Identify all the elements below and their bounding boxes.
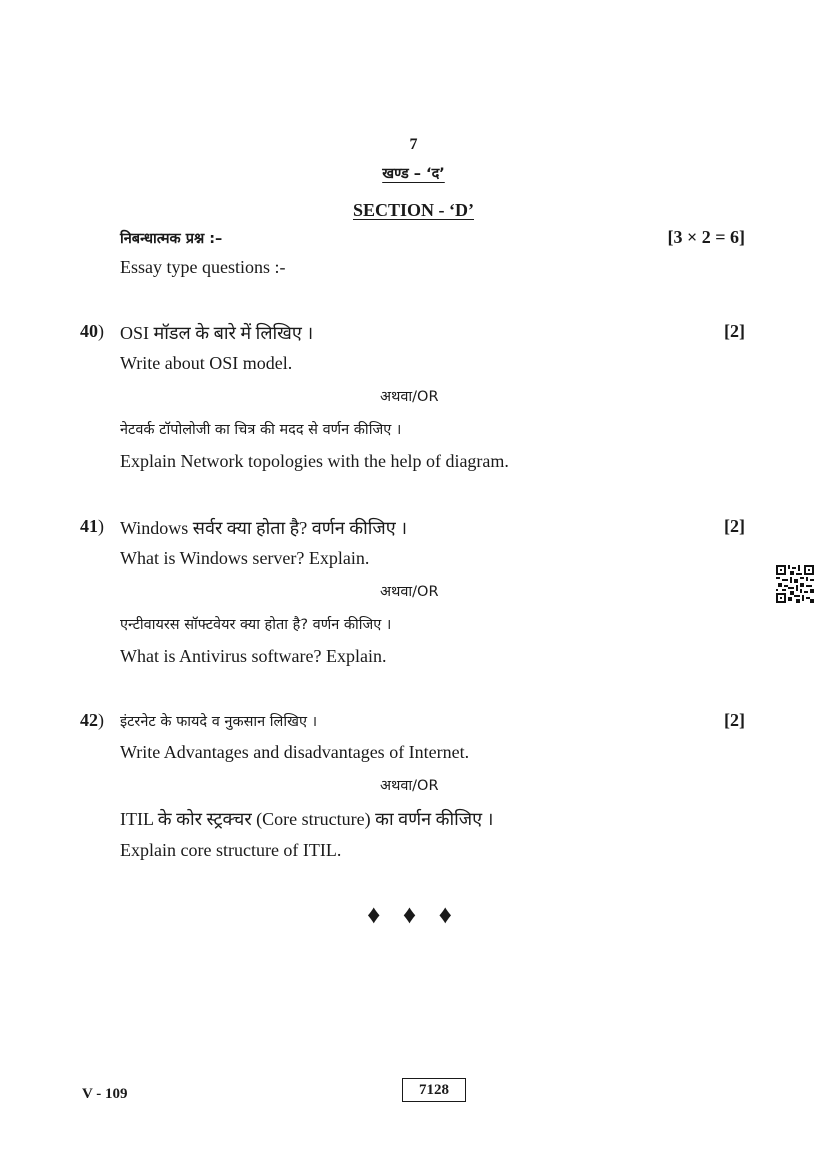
question-number-value: 40	[80, 321, 98, 341]
section-heading	[0, 200, 827, 221]
question-42-alt-hindi: ITIL के कोर स्ट्रक्चर (Core structure) का वर्णन कीजिए ।	[120, 809, 494, 829]
question-42-hindi: इंटरनेट के फायदे व नुकसान लिखिए ।	[120, 714, 318, 730]
section-heading-text: SECTION - ‘D’	[352, 200, 474, 220]
intro-hindi: निबन्धात्मक प्रश्न :–	[120, 231, 223, 247]
question-number-value: 41	[80, 516, 98, 536]
khand-heading	[0, 163, 827, 183]
question-40-hindi-text: OSI मॉडल के बारे में लिखिए ।	[120, 323, 314, 343]
question-number: 42)	[80, 710, 104, 730]
question-41-hindi: Windows सर्वर क्या होता है? वर्णन कीजिए ।	[120, 518, 408, 538]
question-40-marks: [2]	[724, 321, 745, 341]
question-41-marks: [2]	[724, 516, 745, 536]
question-41-alt-english: What is Antivirus software? Explain.	[120, 646, 387, 666]
or-label: अथवा/OR	[380, 389, 439, 405]
page-number: 7	[409, 136, 418, 153]
footer-paper-number: 7128	[402, 1078, 466, 1102]
or-label: अथवा/OR	[380, 584, 439, 600]
question-number: 41)	[80, 516, 104, 536]
intro-english: Essay type questions :-	[120, 257, 286, 277]
intro-marks: [3 × 2 = 6]	[667, 227, 745, 247]
question-40-english: Write about OSI model.	[120, 353, 293, 373]
question-42-marks: [2]	[724, 710, 745, 730]
question-number: 40)	[80, 321, 104, 341]
question-40-alt-english: Explain Network topologies with the help of diagram.	[120, 451, 509, 471]
or-label: अथवा/OR	[380, 778, 439, 794]
question-number-value: 42	[80, 710, 98, 730]
question-40-hindi	[120, 321, 313, 345]
question-41-alt-hindi: एन्टीवायरस सॉफ्टवेयर क्या होता है? वर्णन कीजिए ।	[120, 617, 392, 633]
end-of-paper-mark: ♦ ♦ ♦	[367, 900, 460, 929]
question-41-english: What is Windows server? Explain.	[120, 548, 370, 568]
question-42-english: Write Advantages and disadvantages of Internet.	[120, 742, 470, 762]
qr-code-icon	[776, 565, 814, 603]
question-42-alt-english: Explain core structure of ITIL.	[120, 840, 342, 860]
khand-heading-text: खण्ड – ‘द’	[382, 166, 445, 182]
footer-paper-code: V - 109	[82, 1086, 128, 1102]
question-40-alt-hindi: नेटवर्क टॉपोलोजी का चित्र की मदद से वर्णन कीजिए ।	[120, 422, 402, 438]
